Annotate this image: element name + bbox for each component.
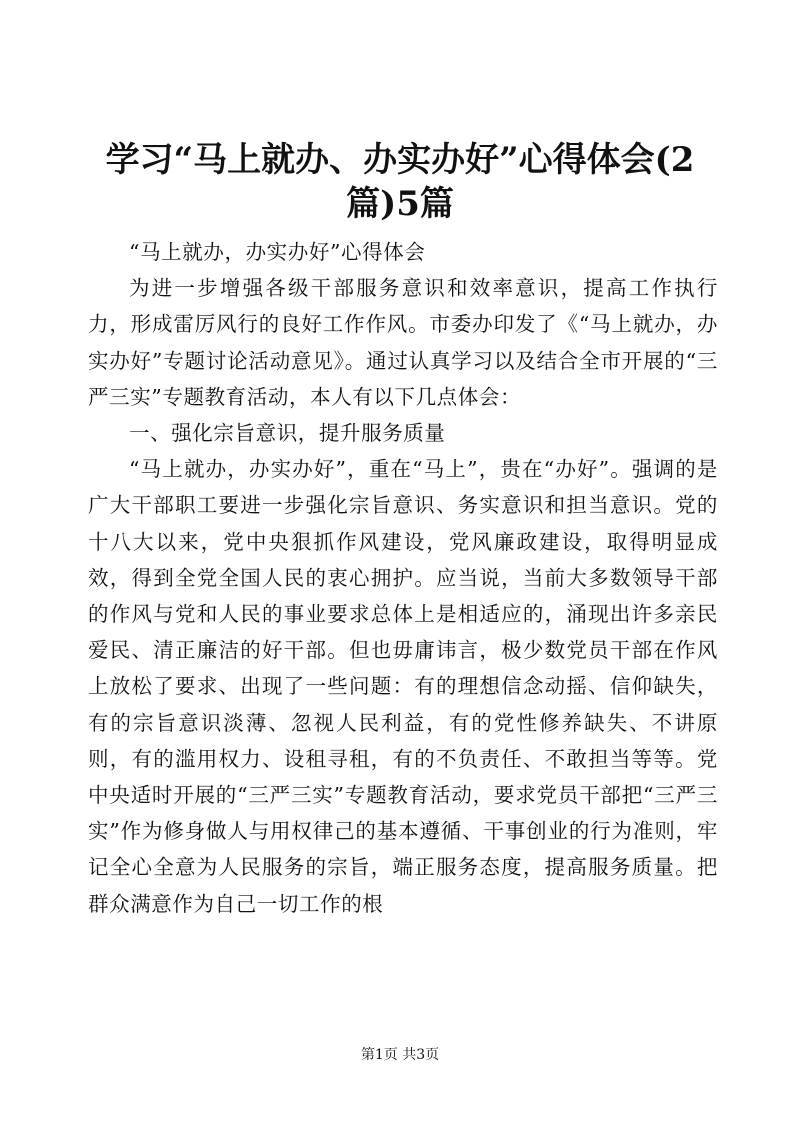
document-body [88, 234, 718, 922]
page-footer [0, 1046, 800, 1064]
paragraph-intro: 为进一步增强各级干部服务意识和效率意识，提高工作执行力，形成雷厉风行的良好工作作风。市委办印发了《“马上就办，办实办好”专题讨论活动意见》。通过认真学习以及结合全市开展的“三严三实”专题教育活动，本人有以下几点体会： [88, 276, 718, 409]
document-title: 学习“马上就办、办实办好”心得体会(2篇)5篇 [105, 140, 695, 224]
page-number-label: 第1页 共3页 [360, 1047, 440, 1063]
paragraph-section-1: “马上就办，办实办好”，重在“马上”，贵在“办好”。强调的是广大干部职工要进一步强化宗旨意识、务实意识和担当意识。党的十八大以来，党中央狠抓作风建设，党风廉政建设，取得明显成效，得到全党全国人民的衷心拥护。应当说，当前大多数领导干部的作风与党和人民的事业要求总体上是相适应的，涌现出许多亲民爱民、清正廉洁的好干部。但也毋庸讳言，极少数党员干部在作风上放松了要求、出现了一些问题：有的理想信念动摇、信仰缺失，有的宗旨意识淡薄、忽视人民利益，有的党性修养缺失、不讲原则，有的滥用权力、设租寻租，有的不负责任、不敢担当等等。党中央适时开展的“三严三实”专题教育活动，要求党员干部把“三严三实”作为修身做人与用权律己的基本遵循、干事创业的行为准则，牢记全心全意为人民服务的宗旨，端正服务态度，提高服务质量。把群众满意作为自己一切工作的根 [88, 457, 718, 916]
paragraph-subtitle: “马上就办，办实办好”心得体会 [129, 240, 426, 264]
section-heading-1: 一、强化宗旨意识，提升服务质量 [129, 421, 446, 446]
